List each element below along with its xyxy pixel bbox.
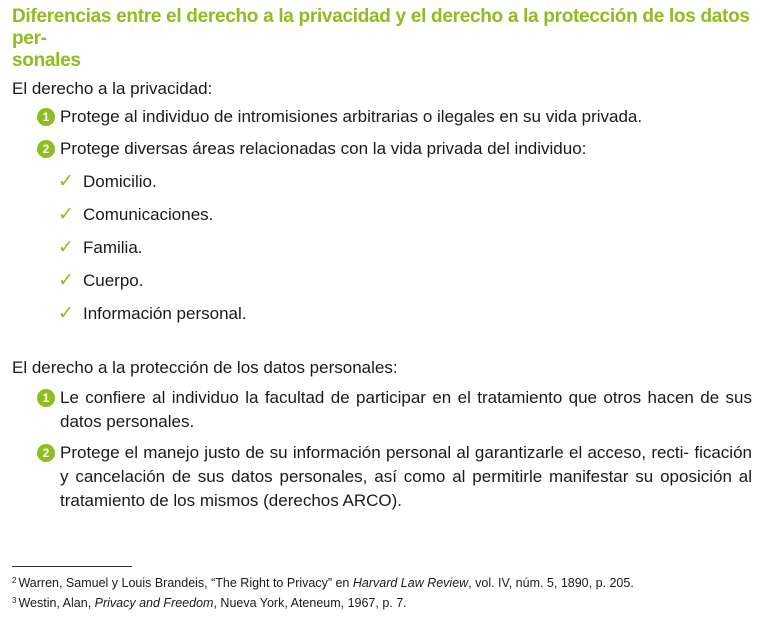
area-label: Domicilio. <box>83 172 157 191</box>
privacy-areas-list <box>12 171 752 336</box>
number-badge-icon: 1 <box>37 108 55 126</box>
number-badge-icon: 2 <box>37 444 55 462</box>
footnote-text: , Nueva York, Ateneum, 1967, p. 7. <box>213 596 407 610</box>
footnote-divider <box>12 566 132 567</box>
area-item-comunicaciones <box>12 204 752 237</box>
number-badge-icon: 1 <box>37 389 55 407</box>
area-item-cuerpo <box>12 270 752 303</box>
area-item-familia <box>12 237 752 270</box>
footnote-italic-title: Privacy and Freedom <box>94 596 214 610</box>
privacy-item-text: Protege al individuo de intromisiones arbitrarias o ilegales en su vida privada. <box>60 107 643 126</box>
footnote-3 <box>12 592 752 612</box>
area-item-informacion-personal <box>12 303 752 336</box>
footnote-mark: 3 <box>12 596 17 605</box>
footnotes <box>12 572 752 612</box>
area-label: Cuerpo. <box>83 271 144 290</box>
data-protection-item-text: Protege el manejo justo de su información personal al garantizarle el acceso, recti- ficación y cancelación de sus datos personales, así como al permitirle manifestar su oposición al tratamiento de los mismos (derechos ARCO). <box>60 443 752 510</box>
page-content <box>12 6 752 513</box>
footnote-2 <box>12 572 752 592</box>
data-protection-item-2 <box>12 441 752 513</box>
footnote-text: Warren, Samuel y Louis Brandeis, “The Right to Privacy” en <box>18 576 353 590</box>
footnote-italic-title: Harvard Law Review <box>352 576 469 590</box>
privacy-item-2 <box>12 137 752 161</box>
checkmark-icon: ✓ <box>58 303 74 324</box>
checkmark-icon: ✓ <box>58 171 74 192</box>
privacy-item-text: Protege diversas áreas relacionadas con la vida privada del individuo: <box>60 139 587 158</box>
checkmark-icon: ✓ <box>58 204 74 225</box>
area-label: Información personal. <box>83 304 247 323</box>
checkmark-icon: ✓ <box>58 270 74 291</box>
page-title-line-2: sonales <box>12 50 81 71</box>
footnote-text: Westin, Alan, <box>18 596 95 610</box>
area-label: Comunicaciones. <box>83 205 214 224</box>
data-protection-item-1 <box>12 386 752 434</box>
area-item-domicilio <box>12 171 752 204</box>
data-protection-heading: El derecho a la protección de los datos personales: <box>12 358 398 377</box>
privacy-list <box>12 105 752 161</box>
privacy-heading: El derecho a la privacidad: <box>12 79 213 98</box>
footnote-mark: 2 <box>12 576 17 585</box>
footnote-text: , vol. IV, núm. 5, 1890, p. 205. <box>468 576 634 590</box>
checkmark-icon: ✓ <box>58 237 74 258</box>
data-protection-item-text: Le confiere al individuo la facultad de participar en el tratamiento que otros hacen de sus datos personales. <box>60 388 752 431</box>
page-title <box>12 6 752 72</box>
data-protection-list <box>12 386 752 513</box>
number-badge-icon: 2 <box>37 140 55 158</box>
privacy-item-1 <box>12 105 752 129</box>
area-label: Familia. <box>83 238 143 257</box>
page-title-line-1: Diferencias entre el derecho a la privacidad y el derecho a la protección de los datos per- <box>12 6 750 49</box>
